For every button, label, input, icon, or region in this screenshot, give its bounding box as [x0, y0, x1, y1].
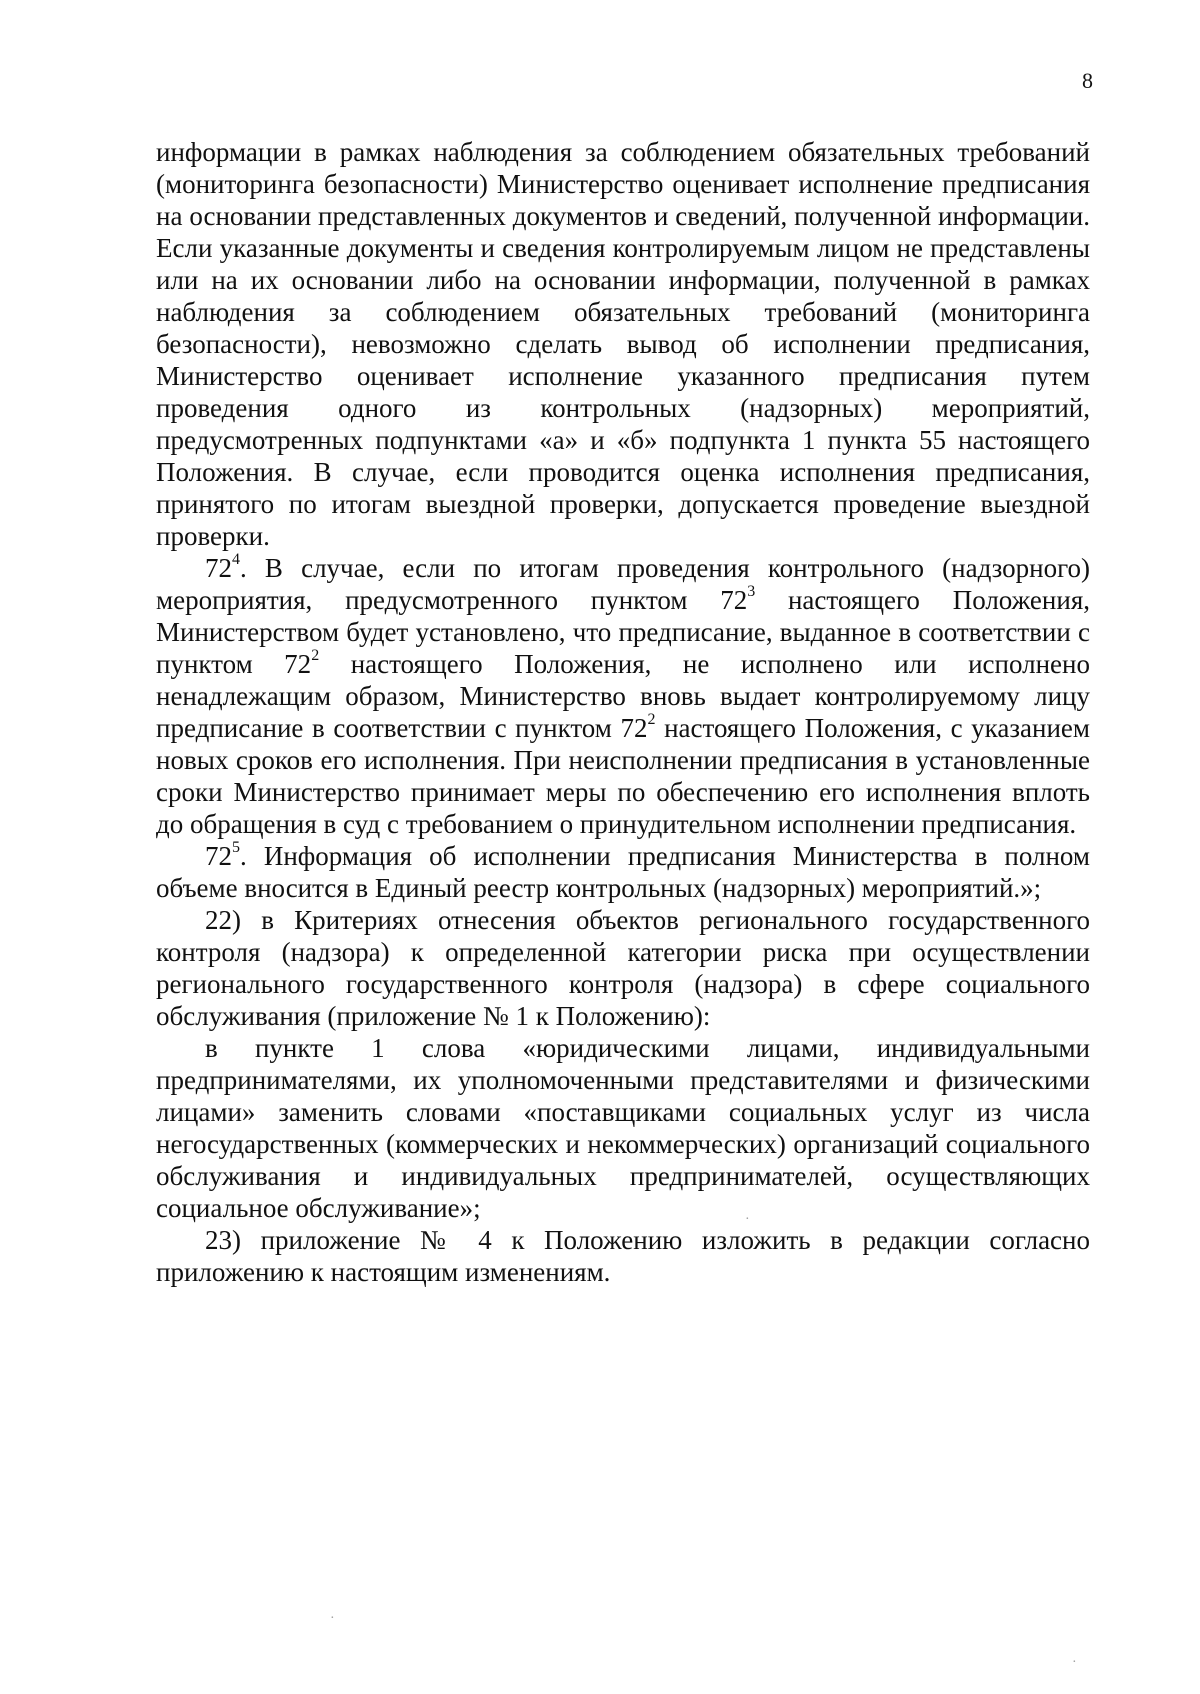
text-segment: настоящего Положения, с указанием новых сроков его исполнения. При неисполнении предписания в установленные сроки Министерство принимает меры по обеспечению его исполнения вплоть до обращения в суд с требованием о принудительном исполнении предписания. [156, 713, 1090, 839]
paragraph: 23) приложение № 4 к Положению изложить в редакции согласно приложению к настоящим изменениям. [156, 1225, 1090, 1287]
superscript-index: 2 [647, 711, 656, 728]
text-segment: настоящего Положения, Министерством будет установлено, что предписание, выданное в соответствии с пунктом 72 [156, 585, 1090, 679]
superscript-index: 2 [311, 647, 320, 664]
text-segment: 72 [205, 553, 232, 583]
text-segment: . Информация об исполнении предписания Министерства в полном объеме вносится в Единый реестр контрольных (надзорных) мероприятий.»; [156, 841, 1090, 903]
superscript-index: 4 [232, 551, 240, 568]
paragraph: 22) в Критериях отнесения объектов регионального государственного контроля (надзора) к определенной категории риска при осуществлении регионального государственного контроля (надзора) в сфере социального обслуживания (приложение № 1 к Положению): [156, 905, 1090, 1031]
paragraph: информации в рамках наблюдения за соблюдением обязательных требований (мониторинга безопасности) Министерство оценивает исполнение предписания на основании представленных документов и сведений, полученной информации. Если указанные документы и сведения контролируемым лицом не представлены или на их основании либо на основании информации, полученной в рамках наблюдения за соблюдением обязательных требований (мониторинга безопасности), невозможно сделать вывод об исполнении предписания, Министерство оценивает исполнение указанного предписания путем проведения одного из контрольных (надзорных) мероприятий, предусмотренных подпунктами «а» и «б» подпункта 1 пункта 55 настоящего Положения. В случае, если проводится оценка исполнения предписания, принятого по итогам выездной проверки, допускается проведение выездной проверки. [156, 137, 1090, 551]
scan-speck: · [745, 1212, 750, 1227]
page-number: 8 [1082, 68, 1093, 93]
superscript-index: 3 [747, 583, 756, 600]
scan-speck: · [330, 1611, 335, 1626]
superscript-index: 5 [232, 839, 240, 856]
text-segment: 72 [205, 841, 232, 871]
paragraph [156, 552, 1090, 840]
document-body [156, 136, 1090, 1288]
text-segment: . В случае, если по итогам проведения контрольного (надзорного) мероприятия, предусмотренного пунктом 72 [156, 553, 1090, 615]
text-segment: настоящего Положения, не исполнено или исполнено ненадлежащим образом, Министерство вновь выдает контролируемому лицу предписание в соответствии с пунктом 72 [156, 649, 1090, 743]
scan-speck: · [1072, 1655, 1077, 1670]
paragraph: в пункте 1 слова «юридическими лицами, индивидуальными предпринимателями, их уполномоченными представителями и физическими лицами» заменить словами «поставщиками социальных услуг из числа негосударственных (коммерческих и некоммерческих) организаций социального обслуживания и индивидуальных предпринимателей, осуществляющих социальное обслуживание»; [156, 1033, 1090, 1223]
paragraph [156, 840, 1090, 904]
